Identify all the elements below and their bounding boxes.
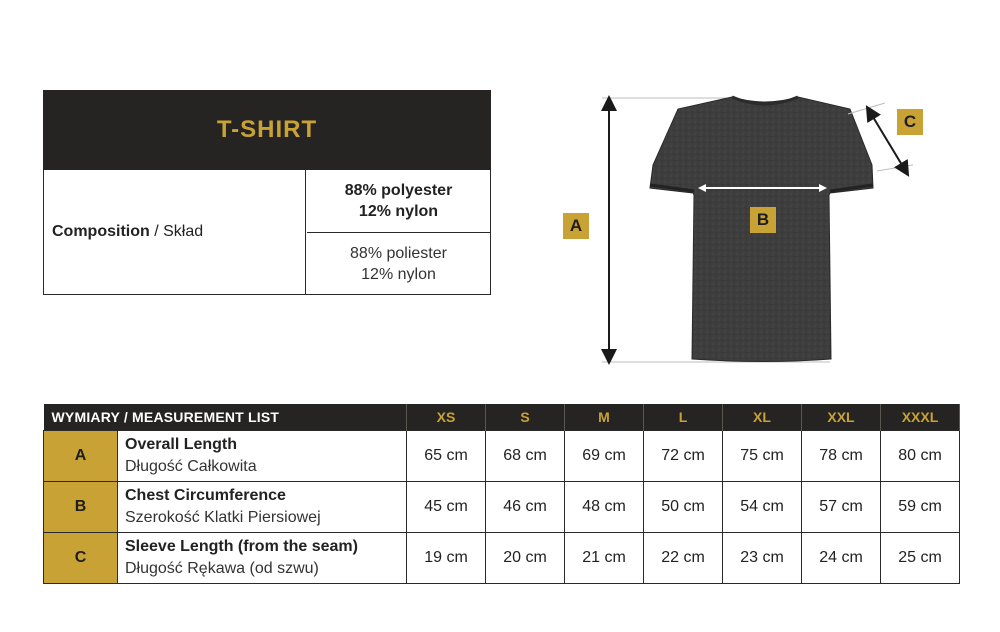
size-header-xs: XS — [407, 404, 486, 431]
composition-en-line: 88% polyester — [344, 182, 453, 199]
measurement-table — [43, 404, 960, 584]
composition-pl-line: 88% poliester — [350, 244, 447, 262]
size-header-s: S — [486, 404, 565, 431]
size-header-xl: XL — [723, 404, 802, 431]
table-cell: 80 cm — [881, 431, 960, 482]
composition-label-pl: Skład — [163, 223, 204, 240]
row-name-en: Chest Circumference — [125, 487, 286, 504]
table-cell: 48 cm — [565, 482, 644, 533]
badge-a: A — [563, 213, 589, 239]
table-cell: 59 cm — [881, 482, 960, 533]
table-cell: 72 cm — [644, 431, 723, 482]
composition-polish — [307, 233, 490, 294]
table-cell: 19 cm — [407, 533, 486, 584]
table-cell: 54 cm — [723, 482, 802, 533]
row-name-pl: Szerokość Klatki Piersiowej — [125, 509, 321, 526]
row-name — [118, 533, 407, 584]
table-cell: 24 cm — [802, 533, 881, 584]
composition-en-line: 12% nylon — [358, 203, 439, 220]
table-cell: 45 cm — [407, 482, 486, 533]
badge-c: C — [897, 109, 923, 135]
row-name-en: Overall Length — [125, 436, 238, 453]
composition-label-en: Composition — [52, 223, 150, 240]
composition-table — [43, 170, 491, 295]
composition-pl-line: 12% nylon — [361, 265, 436, 283]
size-header-m: M — [565, 404, 644, 431]
table-cell: 23 cm — [723, 533, 802, 584]
row-name-en: Sleeve Length (from the seam) — [125, 538, 358, 555]
table-cell: 46 cm — [486, 482, 565, 533]
table-row — [44, 431, 960, 482]
row-key-c: C — [44, 533, 118, 584]
table-cell: 75 cm — [723, 431, 802, 482]
table-cell: 57 cm — [802, 482, 881, 533]
row-key-a: A — [44, 431, 118, 482]
measurement-list-title: WYMIARY / MEASUREMENT LIST — [44, 404, 407, 431]
table-cell: 50 cm — [644, 482, 723, 533]
table-cell: 22 cm — [644, 533, 723, 584]
table-cell: 25 cm — [881, 533, 960, 584]
composition-label — [44, 170, 306, 294]
table-cell: 68 cm — [486, 431, 565, 482]
table-cell: 69 cm — [565, 431, 644, 482]
size-header-xxl: XXL — [802, 404, 881, 431]
shirt-diagram — [550, 85, 970, 375]
size-header-l: L — [644, 404, 723, 431]
row-name — [118, 482, 407, 533]
table-row — [44, 533, 960, 584]
sleeve-guide-bottom — [877, 165, 913, 171]
composition-label-separator: / — [149, 223, 164, 240]
row-name — [118, 431, 407, 482]
size-header-xxxl: XXXL — [881, 404, 960, 431]
composition-panel — [43, 90, 491, 296]
table-row — [44, 482, 960, 533]
table-cell: 65 cm — [407, 431, 486, 482]
table-cell: 21 cm — [565, 533, 644, 584]
measurement-header-row — [44, 404, 960, 431]
sleeve-guide-top — [848, 103, 885, 114]
table-cell: 20 cm — [486, 533, 565, 584]
row-name-pl: Długość Rękawa (od szwu) — [125, 560, 319, 577]
badge-b: B — [750, 207, 776, 233]
row-name-pl: Długość Całkowita — [125, 458, 257, 475]
product-title: T-SHIRT — [43, 90, 491, 170]
composition-english — [307, 170, 490, 233]
row-key-b: B — [44, 482, 118, 533]
table-cell: 78 cm — [802, 431, 881, 482]
